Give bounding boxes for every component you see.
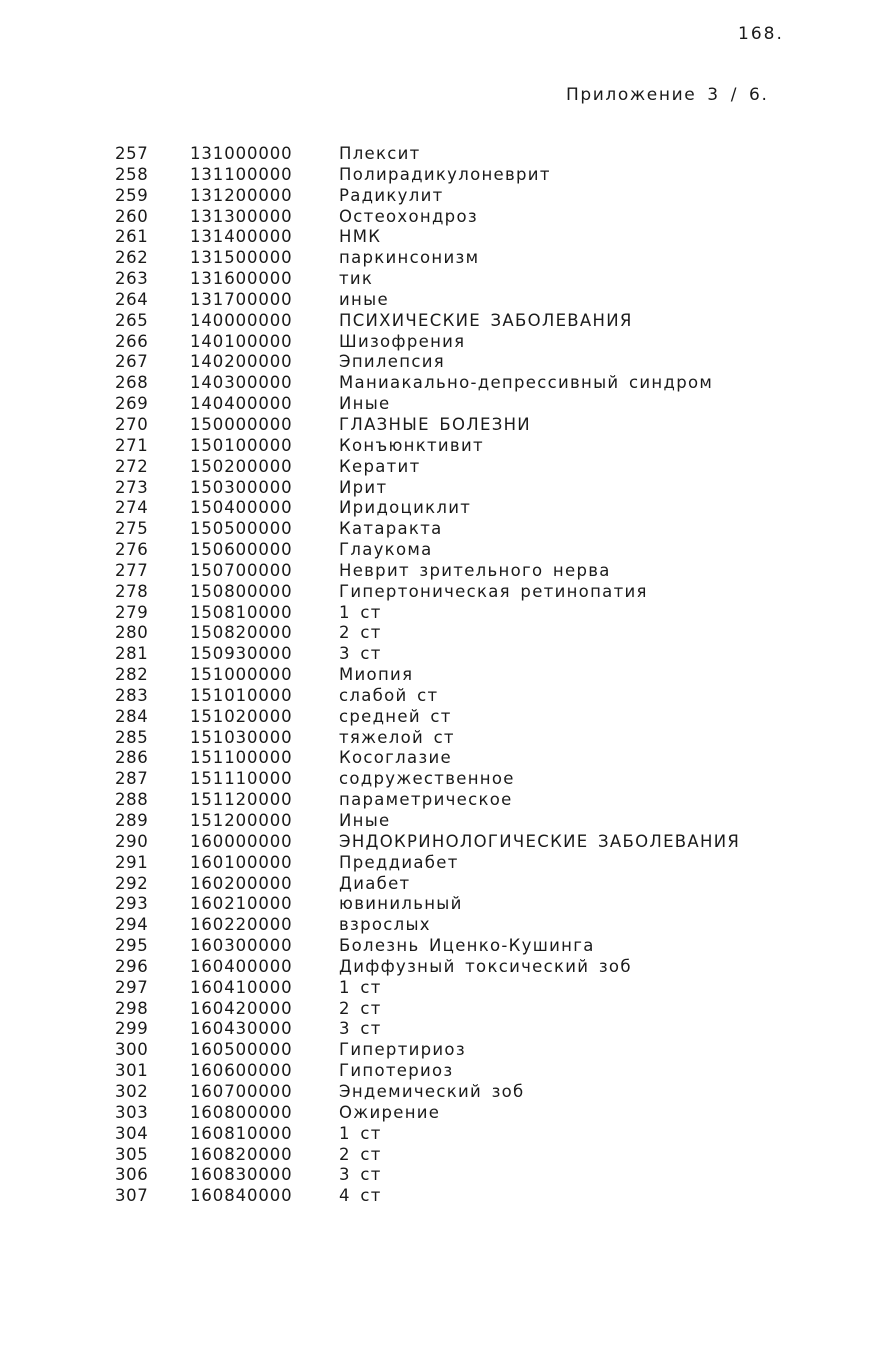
row-name: Неврит зрительного нерва [339,560,611,580]
table-row [0,165,896,186]
row-name: 3 ст [339,644,382,664]
row-code: 131300000 [190,206,293,226]
row-name: Иридоциклит [339,498,472,518]
row-number: 261 [115,227,149,247]
row-name: Полирадикулоневрит [339,164,551,184]
table-row [0,561,896,582]
row-name: Гипертоническая ретинопатия [339,581,648,601]
row-number: 295 [115,936,149,956]
table-row [0,248,896,269]
row-code: 140200000 [190,352,293,372]
table-row [0,623,896,644]
row-name: Преддиабет [339,852,459,872]
row-code: 151020000 [190,706,293,726]
table-row [0,269,896,290]
row-code: 151100000 [190,748,293,768]
row-number: 289 [115,811,149,830]
row-code: 151110000 [190,769,293,789]
row-number: 275 [115,519,149,539]
row-name: ЭНДОКРИНОЛОГИЧЕСКИЕ ЗАБОЛЕВАНИЯ [339,831,741,851]
row-number: 283 [115,685,149,705]
table-row [0,1124,896,1145]
row-code: 151010000 [190,685,293,705]
row-code: 160210000 [190,894,293,914]
row-name: тик [339,269,374,289]
row-code: 151000000 [190,665,293,685]
table-row [0,978,896,999]
table-row [0,373,896,394]
row-number: 293 [115,894,149,914]
row-name: Глаукома [339,540,433,560]
row-number: 301 [115,1061,149,1081]
row-number: 265 [115,310,149,330]
row-code: 160840000 [190,1186,293,1206]
table-row [0,352,896,373]
row-number: 288 [115,790,149,810]
row-number: 272 [115,456,149,476]
table-row [0,1103,896,1124]
row-code: 150810000 [190,602,293,622]
row-number: 260 [115,206,149,226]
row-number: 273 [115,477,149,497]
row-name: НМК [339,227,382,247]
row-code: 160600000 [190,1061,293,1081]
row-name: Маниакально-депрессивный синдром [339,373,714,393]
row-code: 160420000 [190,998,293,1018]
table-row [0,207,896,228]
table-row [0,790,896,811]
row-name: Косоглазие [339,748,452,768]
table-row [0,394,896,415]
table-row [0,457,896,478]
row-number: 282 [115,665,149,685]
row-name: Остеохондроз [339,206,478,226]
row-name: Эпилепсия [339,352,445,372]
table-row [0,1165,896,1186]
table-row [0,707,896,728]
row-name: Ирит [339,477,388,497]
row-name: Гипертириоз [339,1040,466,1060]
table-row [0,957,896,978]
row-number: 278 [115,581,149,601]
row-code: 160700000 [190,1081,293,1101]
row-name: средней ст [339,706,452,726]
row-code: 160410000 [190,977,293,997]
row-number: 294 [115,915,149,935]
row-number: 270 [115,414,149,434]
row-name: Иные [339,811,391,830]
table-row [0,894,896,915]
row-code: 140400000 [190,394,293,414]
row-name: Иные [339,394,391,414]
row-name: ювинильный [339,894,463,914]
row-name: 3 ст [339,1019,382,1039]
row-name: 1 ст [339,602,382,622]
table-row [0,1061,896,1082]
row-number: 303 [115,1102,149,1122]
row-name: иные [339,289,389,309]
row-number: 276 [115,540,149,560]
table-row [0,144,896,165]
row-code: 160220000 [190,915,293,935]
row-name: ПСИХИЧЕСКИЕ ЗАБОЛЕВАНИЯ [339,310,633,330]
row-number: 306 [115,1165,149,1185]
table-row [0,686,896,707]
row-code: 150200000 [190,456,293,476]
row-number: 263 [115,269,149,289]
table-row [0,853,896,874]
row-name: тяжелой ст [339,727,455,747]
table-row [0,728,896,749]
row-number: 290 [115,831,149,851]
appendix-label: Приложение 3 / 6. [566,85,769,105]
row-code: 160100000 [190,852,293,872]
table-row [0,1082,896,1103]
row-name: 1 ст [339,977,382,997]
row-number: 267 [115,352,149,372]
row-number: 277 [115,560,149,580]
row-name: Миопия [339,665,414,685]
row-number: 297 [115,977,149,997]
table-row [0,1019,896,1040]
row-code: 150800000 [190,581,293,601]
row-name: Эндемический зоб [339,1081,525,1101]
row-code: 131200000 [190,185,293,205]
disease-code-table [0,144,896,1207]
row-code: 151200000 [190,811,293,830]
table-row [0,519,896,540]
table-row [0,665,896,686]
row-code: 140100000 [190,331,293,351]
page-number: 168. [738,24,784,44]
row-code: 160400000 [190,956,293,976]
row-name: взрослых [339,915,431,935]
row-name: Кератит [339,456,421,476]
row-name: Шизофрения [339,331,466,351]
table-row [0,999,896,1020]
row-code: 131000000 [190,144,293,163]
row-number: 302 [115,1081,149,1101]
row-number: 271 [115,435,149,455]
row-code: 160430000 [190,1019,293,1039]
row-code: 151030000 [190,727,293,747]
table-row [0,311,896,332]
table-row [0,603,896,624]
row-code: 150400000 [190,498,293,518]
row-code: 160810000 [190,1123,293,1143]
row-number: 298 [115,998,149,1018]
table-row [0,415,896,436]
row-name: 1 ст [339,1123,382,1143]
row-code: 150500000 [190,519,293,539]
row-code: 160830000 [190,1165,293,1185]
table-row [0,1186,896,1207]
row-name: 2 ст [339,623,382,643]
row-number: 307 [115,1186,149,1206]
row-name: Диффузный токсический зоб [339,956,632,976]
row-number: 262 [115,248,149,268]
table-row [0,478,896,499]
row-code: 160500000 [190,1040,293,1060]
table-row [0,540,896,561]
table-row [0,186,896,207]
row-name: паркинсонизм [339,248,480,268]
row-code: 160200000 [190,873,293,893]
row-code: 150100000 [190,435,293,455]
row-code: 150600000 [190,540,293,560]
row-number: 287 [115,769,149,789]
table-row [0,498,896,519]
row-name: Диабет [339,873,411,893]
row-name: Гипотериоз [339,1061,454,1081]
row-name: Радикулит [339,185,444,205]
row-code: 131400000 [190,227,293,247]
row-code: 150930000 [190,644,293,664]
row-number: 291 [115,852,149,872]
row-code: 151120000 [190,790,293,810]
table-row [0,436,896,457]
table-row [0,769,896,790]
row-number: 259 [115,185,149,205]
row-name: 4 ст [339,1186,382,1206]
row-name: ГЛАЗНЫЕ БОЛЕЗНИ [339,414,531,434]
row-number: 257 [115,144,149,163]
row-name: Болезнь Иценко-Кушинга [339,936,595,956]
row-number: 299 [115,1019,149,1039]
table-row [0,915,896,936]
row-number: 269 [115,394,149,414]
row-number: 285 [115,727,149,747]
row-number: 284 [115,706,149,726]
row-code: 131500000 [190,248,293,268]
row-number: 268 [115,373,149,393]
row-code: 160000000 [190,831,293,851]
row-number: 300 [115,1040,149,1060]
row-code: 150820000 [190,623,293,643]
row-number: 280 [115,623,149,643]
row-name: параметрическое [339,790,513,810]
row-name: 2 ст [339,998,382,1018]
row-number: 258 [115,164,149,184]
row-name: Конъюнктивит [339,435,484,455]
table-row [0,748,896,769]
row-code: 140000000 [190,310,293,330]
row-code: 131100000 [190,164,293,184]
row-number: 264 [115,289,149,309]
table-row [0,582,896,603]
row-name: Ожирение [339,1102,441,1122]
row-code: 140300000 [190,373,293,393]
row-number: 279 [115,602,149,622]
row-number: 304 [115,1123,149,1143]
row-code: 131700000 [190,289,293,309]
row-name: 3 ст [339,1165,382,1185]
table-row [0,227,896,248]
table-row [0,1145,896,1166]
row-code: 131600000 [190,269,293,289]
row-code: 150700000 [190,560,293,580]
table-row [0,644,896,665]
row-number: 286 [115,748,149,768]
row-number: 296 [115,956,149,976]
table-row [0,832,896,853]
table-row [0,811,896,832]
table-row [0,874,896,895]
table-row [0,290,896,311]
row-code: 160300000 [190,936,293,956]
row-number: 266 [115,331,149,351]
row-number: 274 [115,498,149,518]
row-name: Катаракта [339,519,443,539]
table-row [0,332,896,353]
row-name: содружественное [339,769,515,789]
row-code: 150000000 [190,414,293,434]
table-row [0,1040,896,1061]
row-number: 292 [115,873,149,893]
row-number: 305 [115,1144,149,1164]
row-number: 281 [115,644,149,664]
row-name: Плексит [339,144,421,163]
row-code: 160820000 [190,1144,293,1164]
row-code: 160800000 [190,1102,293,1122]
row-name: слабой ст [339,685,439,705]
row-name: 2 ст [339,1144,382,1164]
table-row [0,936,896,957]
row-code: 150300000 [190,477,293,497]
